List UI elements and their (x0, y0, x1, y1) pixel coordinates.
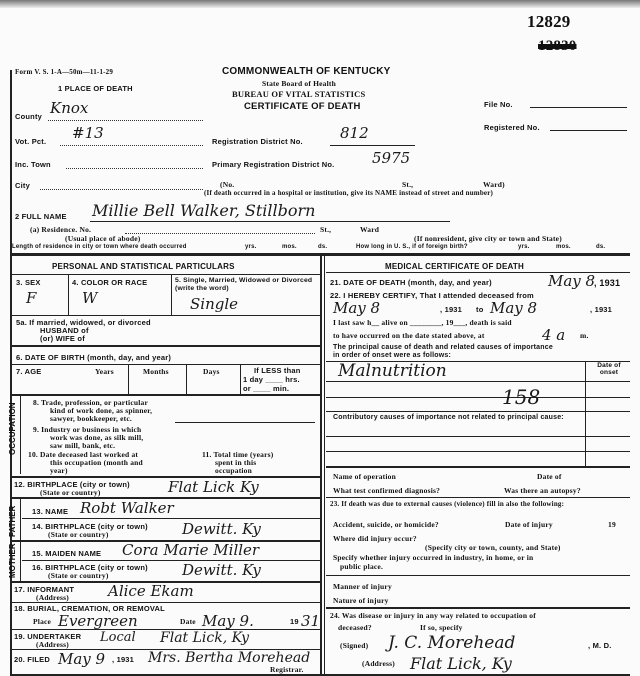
occupation-side-label: OCCUPATION (8, 402, 17, 455)
md-label: , M. D. (588, 641, 612, 650)
industry-label-2: work was done, as silk mill, (50, 433, 144, 442)
deceased-label: deceased? (338, 623, 372, 632)
where-injury-label: Where did injury occur? (333, 534, 417, 543)
operation-date-label: Date of (537, 472, 562, 481)
onset-column-label: Date of onset (597, 362, 621, 376)
spouse-label: 5a. If married, widowed, or divorced (16, 318, 151, 327)
race-value: W (82, 289, 98, 307)
registration-district-label: Registration District No. (212, 137, 303, 146)
attended-to-date: May 8 (490, 299, 538, 317)
rule (12, 364, 320, 365)
full-name-label: 2 FULL NAME (15, 212, 67, 221)
rule-v (240, 364, 241, 394)
length-yrs: yrs. (245, 244, 257, 250)
rule-v (68, 275, 69, 315)
dob-label: 6. DATE OF BIRTH (month, day, and year) (16, 353, 172, 362)
date-of-death-year: , 1931 (594, 278, 621, 288)
residence-line (125, 233, 315, 234)
total-time-label-3: occupation (215, 466, 253, 475)
external-causes-label: 23. If death was due to external causes (violence) fill in also the following: (330, 500, 565, 508)
industry-label: 9. Industry or business in which (33, 425, 142, 434)
rule-v (128, 364, 129, 394)
county-label: County (15, 112, 43, 121)
rule-v (20, 394, 21, 474)
header-commonwealth: COMMONWEALTH OF KENTUCKY (222, 66, 391, 77)
trade-label-2: kind of work done, as spinner, (50, 406, 153, 415)
date-of-death-value: May 8 (548, 272, 596, 290)
residence-st-label: St., (320, 225, 332, 234)
burial-label: 18. BURIAL, CREMATION, OR REMOVAL (14, 604, 165, 613)
scan-edge-shadow (0, 0, 640, 8)
father-side-label: FATHER (8, 505, 17, 537)
hrs-label: 1 day ____ hrs. (243, 375, 300, 384)
full-name-line (90, 221, 450, 222)
rule (326, 411, 630, 412)
less-than-label: If LESS than (254, 366, 301, 375)
primary-district-value: 5975 (372, 149, 411, 167)
length-of-residence-label: Length of residence in city or town where death occurred (12, 244, 187, 250)
state-label: (State or country) (48, 571, 109, 580)
county-value: Knox (50, 99, 89, 117)
years-label: Years (95, 367, 114, 376)
left-border (10, 70, 12, 675)
marital-value: Single (190, 295, 239, 313)
vot-pct-value: #13 (72, 124, 104, 142)
physician-address-label: (Address) (362, 659, 395, 668)
foreign-ds: ds. (596, 244, 606, 250)
vot-pct-label: Vot. Pct. (15, 137, 47, 146)
attended-to-label: to (476, 305, 484, 314)
date-of-death-label: 21. DATE OF DEATH (month, day, and year) (330, 278, 492, 287)
m-label: m. (580, 331, 589, 340)
occurred-label: to have occurred on the date stated above, at (333, 331, 485, 340)
marital-label: 5. Single, Married, Widowed or Divorced (write the word) (175, 277, 313, 292)
rule (326, 575, 630, 576)
father-birthplace-value: Dewitt. Ky (182, 520, 261, 538)
father-birthplace-label: 14. BIRTHPLACE (city or town) (32, 522, 148, 531)
undertaker-label: 19. UNDERTAKER (14, 632, 82, 641)
rule (326, 607, 630, 609)
primary-district-label: Primary Registration District No. (212, 160, 335, 169)
total-time-label-2: spent in this (215, 458, 257, 467)
registered-no-label: Registered No. (484, 123, 540, 132)
last-worked-label-2: this occupation (month and (50, 458, 143, 467)
burial-year-prefix: 19 (290, 617, 299, 626)
residence-sublabel: (Usual place of abode) (65, 234, 141, 243)
filed-year: , 1931 (112, 655, 135, 664)
contributory-label: Contributory causes of importance not related to principal cause: (333, 414, 564, 421)
stamp-number: 12829 (527, 12, 571, 31)
registration-district-value: 812 (340, 124, 369, 142)
registered-no-line (550, 130, 627, 131)
days-label: Days (203, 367, 220, 376)
struck-number: 12830 (538, 38, 577, 54)
burial-date-label: Date (180, 617, 196, 626)
specify-label: Specify whether injury occurred in industry, in home, or in (333, 553, 534, 562)
mother-birthplace-label: 16. BIRTHPLACE (city or town) (32, 563, 148, 572)
age-label: 7. AGE (16, 367, 42, 376)
form-id: Form V. S. 1-A—50m—11-1-29 (15, 68, 114, 76)
medical-section-title: MEDICAL CERTIFICATE OF DEATH (385, 262, 524, 271)
birthplace-value: Flat Lick Ky (168, 478, 259, 496)
filed-date-value: May 9 (58, 650, 106, 668)
husband-label: HUSBAND of (40, 326, 89, 335)
burial-place-value: Evergreen (58, 612, 138, 630)
nonresident-note: (If nonresident, give city or town and State) (414, 234, 562, 243)
st-label: St., (402, 180, 414, 189)
city-line (40, 189, 203, 190)
rule-v (171, 275, 172, 315)
length-ds: ds. (318, 244, 328, 250)
autopsy-label: Was there an autopsy? (504, 486, 581, 495)
race-label: 4. COLOR OR RACE (72, 278, 148, 287)
county-line (48, 120, 203, 121)
registrar-signature: Mrs. Bertha Morehead (148, 650, 311, 666)
last-saw-label: I last saw h__ alive on ________, 19___, death is said (333, 318, 512, 327)
file-no-line (530, 107, 627, 108)
informant-address-label: (Address) (36, 593, 69, 602)
foreign-birth-label: How long in U. S., if of foreign birth? (356, 244, 468, 250)
rule (326, 436, 630, 437)
residence-label: (a) Residence. No. (30, 225, 92, 234)
cause-label-2: in order of onset were as follows: (333, 352, 452, 359)
nature-label: Nature of injury (333, 596, 389, 605)
attended-from-year: , 1931 (440, 305, 463, 314)
registration-district-line (330, 145, 415, 146)
rule (175, 422, 315, 423)
column-divider (320, 256, 322, 674)
registrar-label: Registrar. (270, 665, 304, 674)
rule (326, 397, 630, 398)
trade-label: 8. Trade, profession, or particular (33, 398, 148, 407)
inc-town-line (66, 168, 203, 169)
rule (12, 476, 320, 478)
rule (12, 274, 320, 275)
mother-birthplace-value: Dewitt. Ky (182, 561, 261, 579)
time-of-death-value: 4 a (542, 326, 566, 344)
specify-label-2: public place. (340, 562, 384, 571)
total-time-label: 11. Total time (years) (202, 450, 274, 459)
rule (12, 315, 320, 316)
burial-place-label: Place (33, 617, 52, 626)
sex-value: F (26, 289, 37, 307)
header-board: State Board of Health (262, 79, 336, 88)
where-injury-note: (Specify city or town, county, and State) (425, 543, 561, 552)
accident-label: Accident, suicide, or homicide? (333, 520, 439, 529)
manner-label: Manner of injury (333, 582, 392, 591)
column-divider-inner (324, 256, 325, 674)
filed-label: 20. FILED (14, 655, 50, 664)
physician-signature: J. C. Morehead (388, 633, 516, 653)
rule (22, 560, 320, 561)
length-mos: mos. (282, 244, 297, 250)
mother-name-label: 15. MAIDEN NAME (32, 549, 102, 558)
last-worked-label-3: year) (50, 466, 68, 475)
father-name-value: Robt Walker (80, 499, 174, 517)
place-of-death-label: 1 PLACE OF DEATH (58, 84, 133, 93)
undertaker-address-label: (Address) (36, 640, 69, 649)
physician-address-value: Flat Lick, Ky (410, 654, 512, 673)
file-no-label: File No. (484, 100, 513, 109)
father-name-label: 13. NAME (32, 507, 69, 516)
rule (12, 602, 320, 603)
burial-year-value: 31 (301, 612, 321, 630)
informant-label: 17. INFORMANT (14, 585, 75, 594)
cause-label: The principal cause of death and related causes of importance (333, 344, 553, 351)
min-label: or ____ min. (243, 384, 290, 393)
operation-label: Name of operation (333, 472, 396, 481)
foreign-mos: mos. (556, 244, 571, 250)
rule (12, 394, 320, 396)
residence-ward-label: Ward (360, 225, 380, 234)
vot-pct-line (60, 145, 203, 146)
rule (326, 451, 630, 452)
header-bureau: BUREAU OF VITAL STATISTICS (232, 89, 366, 99)
burial-date-value: May 9. (202, 612, 254, 630)
rule-v (186, 364, 187, 394)
sex-label: 3. SEX (16, 278, 41, 287)
industry-label-3: saw mill, bank, etc. (50, 441, 116, 450)
injury-year: 19 (608, 520, 616, 529)
city-label: City (15, 181, 30, 190)
attended-to-year: , 1931 (590, 305, 613, 314)
no-label: (No. (220, 180, 235, 189)
personal-section-title: PERSONAL AND STATISTICAL PARTICULARS (52, 262, 235, 271)
cause-code-value: 158 (502, 385, 541, 409)
state-label: (State or country) (48, 530, 109, 539)
hospital-note: (If death occurred in a hospital or institution, give its NAME instead of street and number) (204, 189, 494, 197)
occupation-related-label: 24. Was disease or injury in any way related to occupation of (330, 611, 536, 620)
foreign-yrs: yrs. (518, 244, 530, 250)
rule (326, 497, 630, 498)
inc-town-label: Inc. Town (15, 160, 51, 169)
injury-date-label: Date of injury (505, 520, 553, 529)
rule (326, 381, 630, 382)
mother-side-label: MOTHER (8, 543, 17, 578)
rule (22, 518, 320, 519)
certify-label: 22. I HEREBY CERTIFY, That I attended deceased from (330, 291, 534, 300)
undertaker-value: Local (100, 630, 136, 645)
if-so-label: If so, specify (420, 623, 463, 632)
attended-from-date: May 8 (333, 299, 381, 317)
full-name-value: Millie Bell Walker, Stillborn (92, 201, 316, 220)
ward-label: Ward) (483, 180, 505, 189)
rule-v (20, 497, 21, 581)
trade-label-3: sawyer, bookkeeper, etc. (50, 414, 132, 423)
months-label: Months (143, 367, 169, 376)
header-title: CERTIFICATE OF DEATH (244, 101, 361, 112)
signed-label: (Signed) (340, 641, 369, 650)
last-worked-label: 10. Date deceased last worked at (28, 450, 139, 459)
state-label: (State or country) (40, 488, 101, 497)
informant-value: Alice Ekam (108, 582, 194, 600)
test-label: What test confirmed diagnosis? (333, 486, 441, 495)
rule (326, 466, 630, 468)
wife-label: (or) WIFE of (40, 334, 85, 343)
rule (12, 345, 320, 347)
birthplace-label: 12. BIRTHPLACE (city or town) (14, 480, 130, 489)
undertaker-address-value: Flat Lick, Ky (160, 630, 250, 646)
principal-cause-value: Malnutrition (338, 361, 447, 381)
mother-name-value: Cora Marie Miller (122, 541, 260, 559)
